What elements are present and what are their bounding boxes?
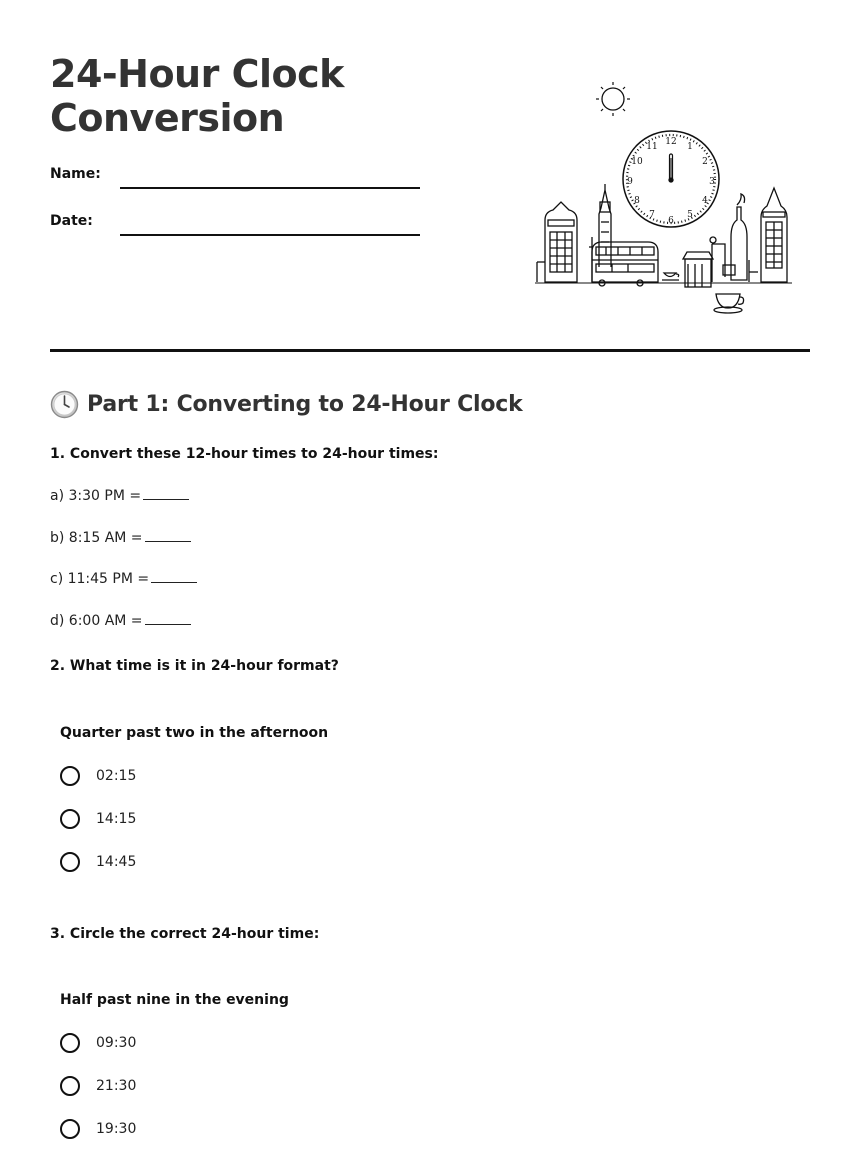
london-clock-illustration-icon — [530, 72, 800, 322]
part1-heading-text: Part 1: Converting to 24-Hour Clock — [87, 391, 523, 417]
clock-number-4: 4 — [702, 196, 708, 206]
question-1-title: 1. Convert these 12-hour times to 24-hour times: — [50, 446, 439, 462]
question-1d — [50, 613, 191, 629]
name-label: Name: — [50, 166, 101, 182]
answer-blank-1b[interactable] — [145, 530, 191, 542]
question-1b-text: b) 8:15 AM = — [50, 530, 143, 546]
radio-button[interactable] — [60, 766, 80, 786]
option-label: 09:30 — [96, 1035, 137, 1051]
question-3-prompt: Half past nine in the evening — [60, 992, 289, 1008]
question-1c-text: c) 11:45 PM = — [50, 571, 150, 587]
question-2-prompt: Quarter past two in the afternoon — [60, 725, 329, 741]
option-label: 19:30 — [96, 1121, 137, 1137]
answer-blank-1c[interactable] — [151, 571, 197, 583]
question-2-option-c[interactable] — [60, 850, 136, 874]
clock-number-7: 7 — [649, 210, 655, 220]
answer-blank-1d[interactable] — [145, 613, 191, 625]
clock-number-5: 5 — [687, 210, 693, 220]
clock-number-8: 8 — [634, 196, 640, 206]
option-label: 14:15 — [96, 811, 137, 827]
radio-button[interactable] — [60, 1033, 80, 1053]
question-3-option-a[interactable] — [60, 1031, 136, 1055]
clock-icon — [50, 390, 79, 419]
option-label: 02:15 — [96, 768, 137, 784]
clock-number-1: 1 — [687, 142, 693, 152]
radio-button[interactable] — [60, 809, 80, 829]
option-label: 14:45 — [96, 854, 137, 870]
question-2-title: 2. What time is it in 24-hour format? — [50, 658, 339, 674]
question-3-title: 3. Circle the correct 24-hour time: — [50, 926, 320, 942]
date-label: Date: — [50, 213, 93, 229]
header-divider — [50, 349, 810, 352]
part1-heading — [50, 388, 523, 420]
clock-number-9: 9 — [627, 177, 633, 187]
clock-number-11: 11 — [646, 142, 658, 152]
question-1d-text: d) 6:00 AM = — [50, 613, 143, 629]
question-2-option-a[interactable] — [60, 764, 136, 788]
question-2-option-b[interactable] — [60, 807, 136, 831]
answer-blank-1a[interactable] — [143, 488, 189, 500]
clock-number-2: 2 — [702, 157, 708, 167]
question-1a — [50, 488, 189, 504]
question-1c — [50, 571, 197, 587]
radio-button[interactable] — [60, 1076, 80, 1096]
name-field[interactable] — [120, 187, 420, 189]
question-3-option-b[interactable] — [60, 1074, 136, 1098]
clock-number-12: 12 — [665, 137, 677, 147]
page-title: 24-Hour Clock Conversion — [50, 52, 344, 140]
date-field[interactable] — [120, 234, 420, 236]
question-1b — [50, 530, 191, 546]
clock-number-10: 10 — [631, 157, 643, 167]
clock-number-6: 6 — [668, 216, 674, 226]
question-1a-text: a) 3:30 PM = — [50, 488, 142, 504]
radio-button[interactable] — [60, 852, 80, 872]
option-label: 21:30 — [96, 1078, 137, 1094]
question-3-option-c[interactable] — [60, 1117, 136, 1141]
clock-number-3: 3 — [709, 177, 715, 187]
radio-button[interactable] — [60, 1119, 80, 1139]
